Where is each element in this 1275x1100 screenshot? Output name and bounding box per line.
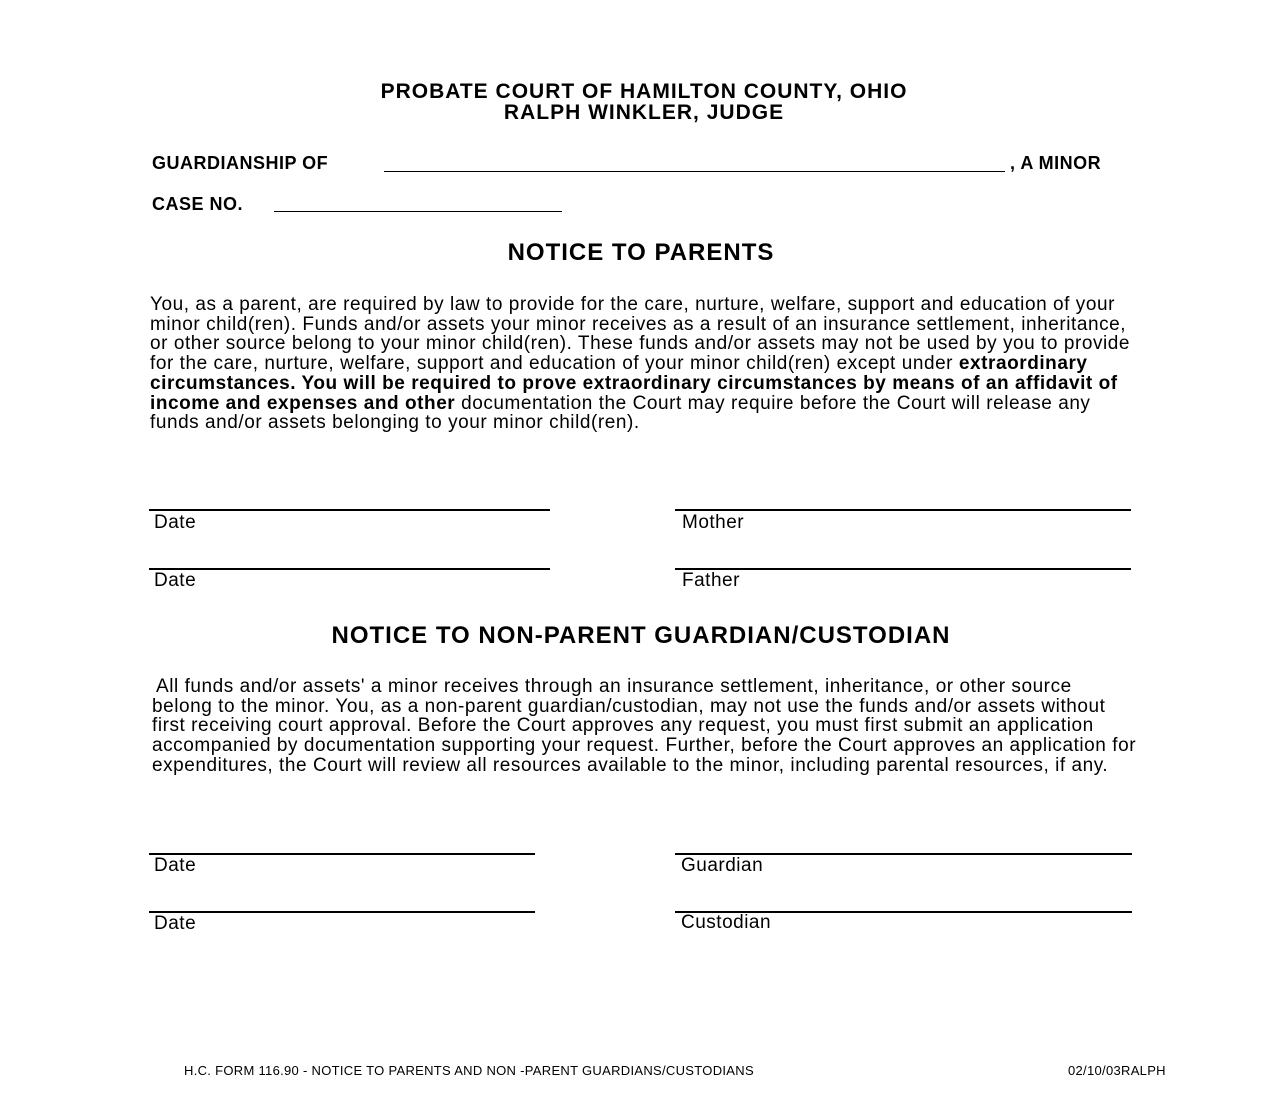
parents-body-part1: You, as a parent, are required by law to provide for the care, nurture, welfare, support and education of your minor child(ren). Funds and/or assets your minor receives as a result of an insurance settlement, inheritance, or other source belong to your minor child(ren). These funds and/or assets may not be used by you to provide for the care, nurture, welfare, support and education of your minor child(ren) except under <box>150 294 1130 375</box>
date-line-1[interactable] <box>149 509 550 511</box>
nonparent-section-title: NOTICE TO NON-PARENT GUARDIAN/CUSTODIAN <box>331 622 951 649</box>
parents-section-title: NOTICE TO PARENTS <box>507 239 775 266</box>
date-line-2[interactable] <box>149 568 550 570</box>
parents-body-bold: extraordinary circumstances. You will be required to prove extraordinary circumstances by means of an affidavit of income and expenses and other <box>150 353 1118 414</box>
mother-label: Mother <box>682 512 745 533</box>
date-label-4: Date <box>154 913 197 934</box>
mother-signature-line[interactable] <box>675 509 1131 511</box>
date-line-4[interactable] <box>149 911 535 913</box>
minor-label: , A MINOR <box>1010 153 1102 173</box>
nonparent-notice-body: All funds and/or assets' a minor receives through an insurance settlement, inheritance, or other source belong to the minor. You, as a non-parent guardian/custodian, may not use the funds and/or assets without first receiving court approval. Before the Court approves any request, you must first submit an application accompanied by documentation supporting your request. Further, before the Court approves an application for expenditures, the Court will review all resources available to the minor, including parental resources, if any. <box>152 676 1137 776</box>
guardian-label: Guardian <box>681 855 764 876</box>
custodian-label: Custodian <box>681 912 772 933</box>
case-no-field[interactable] <box>274 211 562 212</box>
date-label-2: Date <box>154 570 197 591</box>
date-label-3: Date <box>154 855 197 876</box>
date-label-1: Date <box>154 512 197 533</box>
parents-notice-body <box>150 295 1135 433</box>
case-no-label: CASE NO. <box>152 194 244 214</box>
date-line-3[interactable] <box>149 853 535 855</box>
guardianship-label: GUARDIANSHIP OF <box>152 153 329 173</box>
footer-form-date: 02/10/03RALPH <box>1068 1063 1166 1078</box>
parents-body-part2: documentation the Court may require before the Court will release any funds and/or assets belonging to your minor child(ren). <box>150 392 1091 434</box>
court-name: PROBATE COURT OF HAMILTON COUNTY, OHIO <box>380 80 908 103</box>
father-label: Father <box>682 570 740 591</box>
footer-form-name: H.C. FORM 116.90 - NOTICE TO PARENTS AND NON -PARENT GUARDIANS/CUSTODIANS <box>184 1063 754 1078</box>
guardianship-field[interactable] <box>384 171 1005 172</box>
judge-name: RALPH WINKLER, JUDGE <box>503 101 785 124</box>
father-signature-line[interactable] <box>675 568 1131 570</box>
